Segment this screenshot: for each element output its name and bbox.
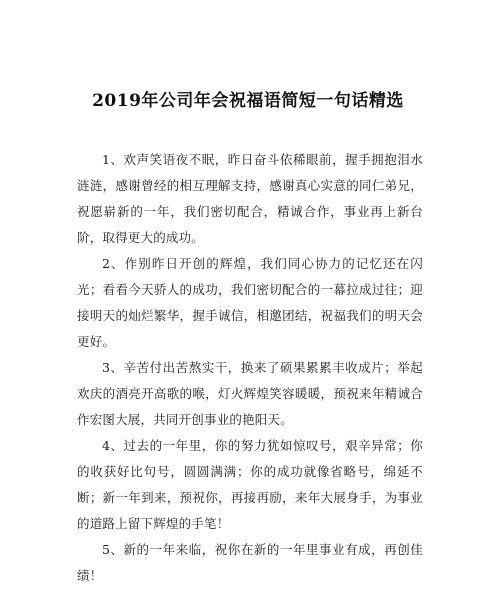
document-body [77, 147, 423, 589]
paragraph-5: 5、新的一年来临，祝你在新的一年里事业有成，再创佳绩！ [77, 542, 423, 583]
document-title: 2019年公司年会祝福语简短一句话精选 [92, 91, 404, 111]
paragraph-2: 2、作别昨日开创的辉煌，我们同心协力的记忆还在闪光；看看今天骄人的成功，我们密切配合的一幕拉成过往；迎接明天的灿烂繁华，握手诚信，相邀团结，祝福我们的明天会更好。 [77, 256, 423, 349]
paragraph-4: 4、过去的一年里，你的努力犹如惊叹号，艰辛异常；你的收获好比句号，圆圆满满；你的成功就像省略号，绵延不断；新一年到来，预祝你，再接再励，来年大展身手，为事业的道路上留下辉煌的手笔！ [77, 438, 423, 531]
paragraph-1: 1、欢声笑语夜不眠，昨日奋斗依稀眼前，握手拥抱泪水涟涟，感谢曾经的相互理解支持，感谢真心实意的同仁弟兄，祝愿崭新的一年，我们密切配合，精诚合作，事业再上新台阶，取得更大的成功。 [77, 152, 423, 245]
paragraph-3: 3、辛苦付出苦熬实干，换来了硕果累累丰收成片；举起欢庆的酒亮开高歌的喉，灯火辉煌笑容暖暖，预祝来年精诚合作宏图大展，共同开创事业的艳阳天。 [77, 360, 423, 427]
